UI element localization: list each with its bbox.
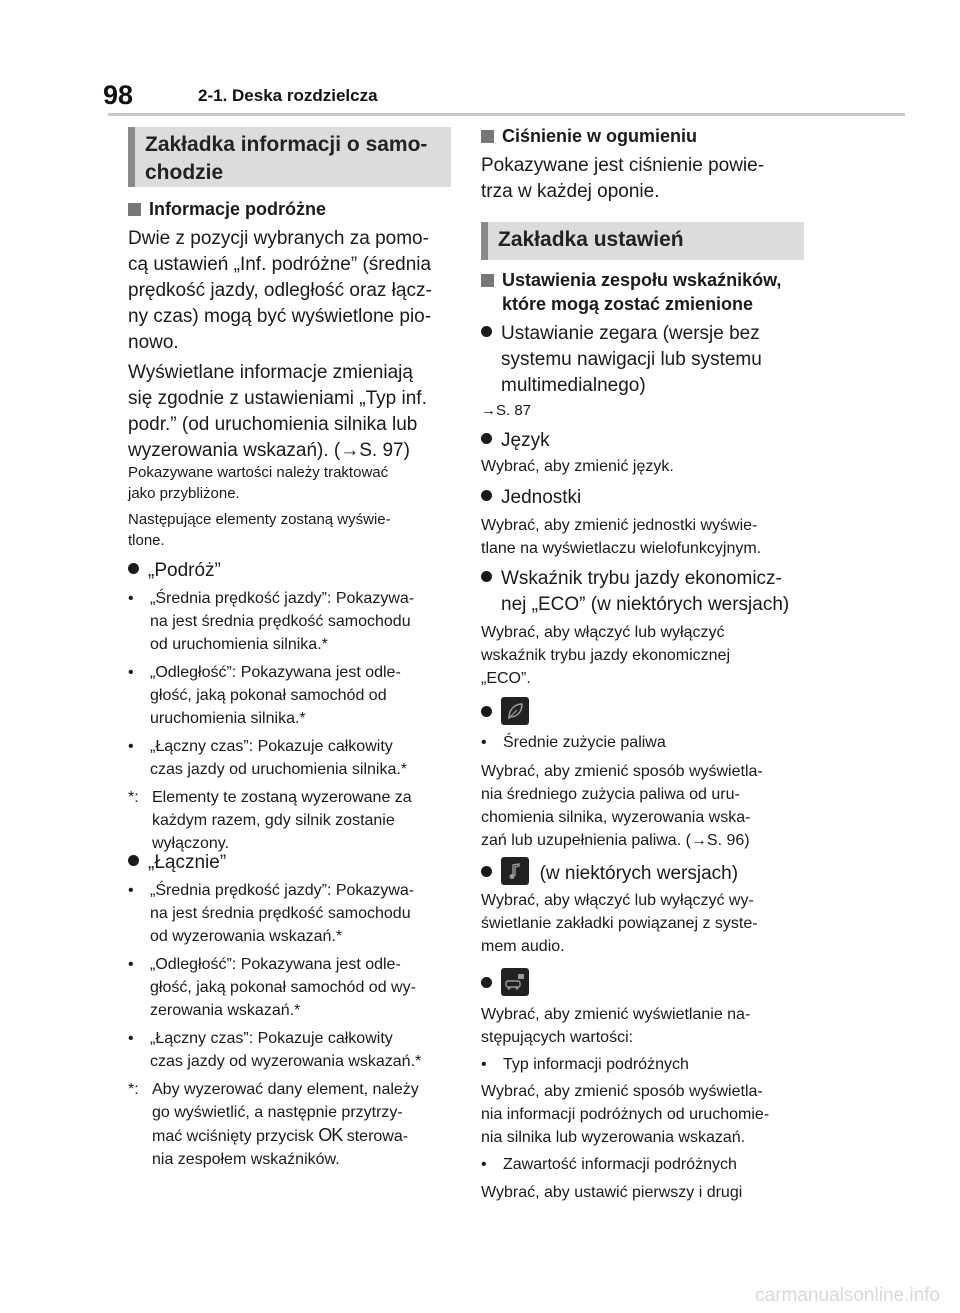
text-line: mem audio. (481, 938, 565, 955)
text-line: Elementy te zostaną wyzerowane za (152, 789, 412, 806)
group-trip-title (128, 558, 221, 584)
header-divider (108, 113, 905, 116)
text-line: Wskaźnik trybu jazdy ekonomicz- (501, 568, 782, 589)
text-line: wyzerowania wskazań). (→S. 97) (128, 440, 410, 461)
text-line: tlane na wyświetlaczu wielofunkcyjnym. (481, 540, 762, 557)
footnote (128, 786, 458, 855)
text-line: Dwie z pozycji wybranych za pomo- (128, 228, 429, 249)
round-bullet-icon (128, 563, 139, 574)
text-line: „Odległość”: Pokazywana jest odle- (150, 956, 401, 973)
leaf-icon (501, 697, 529, 725)
audio-item (481, 857, 738, 887)
text-line: „Odległość”: Pokazywana jest odle- (150, 664, 401, 681)
list-item (128, 1027, 458, 1073)
text-line: nia średniego zużycia paliwa od uru- (481, 786, 740, 803)
text-line: tlone. (128, 532, 165, 549)
group-title-text: „Podróż” (148, 560, 221, 581)
text-line: Ustawianie zegara (wersje bez (501, 323, 760, 344)
group-total-list (128, 879, 458, 1171)
trip-settings-description (481, 1003, 821, 1049)
text-line: chomienia silnika, wyzerowania wska- (481, 809, 751, 826)
units-description (481, 514, 821, 560)
text-line: głość, jaką pokonał samochód od wy- (150, 979, 416, 996)
text-line: uruchomienia silnika.* (150, 710, 306, 727)
text-line: się zgodnie z ustawieniami „Typ inf. (128, 388, 427, 409)
list-item (128, 953, 458, 1022)
text-line: nej „ECO” (w niektórych wersjach) (501, 594, 790, 615)
bullet: • (481, 1156, 487, 1173)
text-line: stępujących wartości: (481, 1029, 634, 1046)
item-text: Średnie zużycie paliwa (503, 734, 666, 751)
heading-text: Zakładka ustawień (498, 228, 684, 251)
page-number: 98 (103, 80, 134, 110)
text-line: Aby wyzerować dany element, należy (152, 1081, 419, 1098)
music-note-icon (501, 857, 529, 885)
round-bullet-icon (481, 706, 492, 717)
settings-tab-heading (481, 222, 804, 260)
language-description: Wybrać, aby zmienić język. (481, 458, 674, 475)
round-bullet-icon (128, 855, 139, 866)
bullet: • (128, 664, 134, 681)
text-line: „Średnia prędkość jazdy”: Pokazywa- (150, 590, 415, 607)
text-line: „Łączny czas”: Pokazuje całkowity (150, 738, 393, 755)
text-line: Wybrać, aby zmienić wyświetlanie na- (481, 1006, 751, 1023)
language-item (481, 428, 550, 454)
footnote (128, 1078, 458, 1171)
square-bullet-icon (481, 274, 494, 287)
list-item (128, 661, 458, 730)
info-tab-heading-line: Zakładka informacji o samo- (145, 133, 428, 156)
text-line: nia informacji podróżnych od uruchomie- (481, 1106, 770, 1123)
watermark: carmanualsonline.info (755, 1285, 940, 1306)
text-line: jako przybliżone. (128, 485, 240, 502)
text-line: Pokazywane wartości należy traktować (128, 464, 389, 481)
text-fragment: mać wciśnięty przycisk (152, 1128, 314, 1145)
text-line: nia silnika lub wyzerowania wskazań. (481, 1129, 746, 1146)
bullet: • (128, 956, 134, 973)
trip-type-description (481, 1080, 821, 1149)
bullet: • (481, 1056, 487, 1073)
text-line: Następujące elementy zostaną wyświe- (128, 511, 391, 528)
round-bullet-icon (481, 977, 492, 988)
info-tab-heading (128, 127, 451, 187)
trip-info-paragraph (128, 226, 458, 356)
info-tab-heading-line: chodzie (145, 161, 224, 184)
group-total-title (128, 850, 226, 876)
following-items-note (128, 509, 458, 551)
bullet: • (128, 882, 134, 899)
text-line: czas jazdy od wyzerowania wskazań.* (150, 1053, 422, 1070)
square-bullet-icon (481, 130, 494, 143)
text-line: wskaźnik trybu jazdy ekonomicznej (481, 647, 730, 664)
subheading-text: Ciśnienie w ogumieniu (502, 126, 698, 146)
text-line: Wybrać, aby zmienić sposób wyświetla- (481, 763, 763, 780)
text-line: czas jazdy od uruchomienia silnika.* (150, 761, 408, 778)
text-line: prędkość jazdy, odległość oraz łącz- (128, 280, 432, 301)
fuel-economy-item (481, 697, 529, 725)
text-line: multimedialnego) (501, 375, 646, 396)
subheading-text: które mogą zostać zmienione (502, 294, 754, 314)
group-trip-list (128, 587, 458, 855)
text-line: Wybrać, aby zmienić sposób wyświetla- (481, 1083, 763, 1100)
section-title: 2-1. Deska rozdzielcza (198, 86, 378, 105)
group-title-text: „Łącznie” (148, 852, 227, 873)
clock-page-reference: →S. 87 (481, 402, 532, 419)
trip-content-description: Wybrać, aby ustawić pierwszy i drugi (481, 1184, 743, 1201)
bullet: • (128, 738, 134, 755)
fuel-description (481, 760, 821, 852)
text-line: nowo. (128, 332, 179, 353)
text-line: wyłączony. (152, 835, 230, 852)
fuel-list-item (481, 731, 666, 754)
footnote-marker: *: (128, 1081, 139, 1098)
item-text: Typ informacji podróżnych (503, 1056, 689, 1073)
text-line: od uruchomienia silnika.* (150, 636, 328, 653)
text-line: go wyświetlić, a następnie przytrzy- (152, 1104, 403, 1121)
trip-info-subheading (128, 197, 326, 221)
text-line: zań lub uzupełnienia paliwa. (→S. 96) (481, 832, 750, 849)
text-line: na jest średnia prędkość samochodu (150, 613, 411, 630)
list-item (128, 587, 458, 656)
trip-content-item (481, 1153, 737, 1176)
text-line: Wybrać, aby zmienić jednostki wyświe- (481, 517, 758, 534)
round-bullet-icon (481, 866, 492, 877)
eco-indicator-item (481, 566, 821, 618)
subheading-text: Informacje podróżne (149, 199, 327, 219)
units-item (481, 485, 581, 511)
text-line: cą ustawień „Inf. podróżne” (średnia (128, 254, 432, 275)
text-line: Pokazywane jest ciśnienie powie- (481, 155, 765, 176)
item-title: (w niektórych wersjach) (539, 863, 739, 884)
tire-pressure-text (481, 153, 811, 205)
list-item (128, 879, 458, 948)
square-bullet-icon (128, 203, 141, 216)
trip-type-item (481, 1053, 689, 1076)
page-header (0, 0, 960, 118)
text-fragment: sterowa- (346, 1128, 409, 1145)
text-line: głość, jaką pokonał samochód od (150, 687, 387, 704)
settings-subheading (481, 268, 811, 316)
text-line: nia zespołem wskaźników. (152, 1151, 340, 1168)
bullet: • (128, 1030, 134, 1047)
text-line: Wybrać, aby włączyć lub wyłączyć wy- (481, 892, 754, 909)
text-line (152, 1124, 419, 1148)
eco-description (481, 621, 821, 690)
round-bullet-icon (481, 571, 492, 582)
bullet: • (481, 734, 487, 751)
tire-pressure-subheading (481, 124, 697, 148)
item-title: Język (501, 430, 550, 451)
bullet: • (128, 590, 134, 607)
text-line: od wyzerowania wskazań.* (150, 928, 343, 945)
text-line: ny czas) mogą być wyświetlone pio- (128, 306, 432, 327)
text-line: Wybrać, aby włączyć lub wyłączyć (481, 624, 725, 641)
text-line: trza w każdej oponie. (481, 181, 660, 202)
vehicle-info-icon (501, 968, 529, 996)
ok-button-icon: OK (318, 1125, 343, 1145)
text-line: „Łączny czas”: Pokazuje całkowity (150, 1030, 393, 1047)
approx-note (128, 462, 458, 504)
text-line: świetlanie zakładki powiązanej z syste- (481, 915, 758, 932)
text-line: podr.” (od uruchomienia silnika lub (128, 414, 418, 435)
trip-settings-item (481, 968, 529, 996)
text-line: systemu nawigacji lub systemu (501, 349, 762, 370)
round-bullet-icon (481, 433, 492, 444)
text-line: każdym razem, gdy silnik zostanie (152, 812, 395, 829)
subheading-text: Ustawienia zespołu wskaźników, (502, 270, 782, 290)
text-line: „Średnia prędkość jazdy”: Pokazywa- (150, 882, 415, 899)
text-line: Wyświetlane informacje zmieniają (128, 362, 413, 383)
text-line: na jest średnia prędkość samochodu (150, 905, 411, 922)
item-text: Zawartość informacji podróżnych (503, 1156, 737, 1173)
round-bullet-icon (481, 490, 492, 501)
round-bullet-icon (481, 326, 492, 337)
footnote-marker: *: (128, 789, 139, 806)
item-title: Jednostki (501, 487, 582, 508)
display-info-paragraph (128, 360, 458, 464)
audio-description (481, 889, 821, 958)
text-line: „ECO”. (481, 670, 531, 687)
text-line: zerowania wskazań.* (150, 1002, 301, 1019)
list-item (128, 735, 458, 781)
clock-setting-item (481, 321, 811, 399)
